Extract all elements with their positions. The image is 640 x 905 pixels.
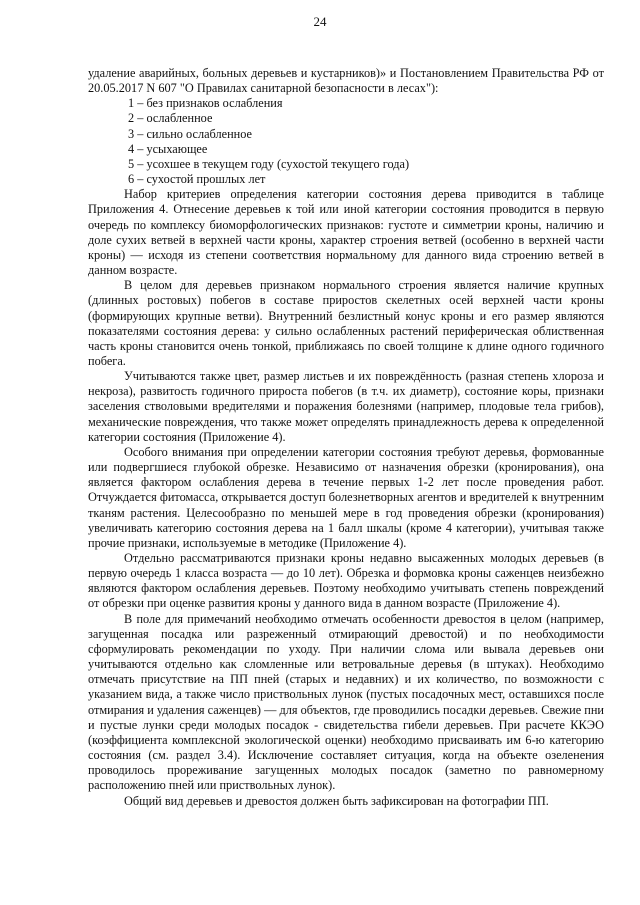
paragraph-young-trees: Отдельно рассматриваются признаки кроны недавно высаженных молодых деревьев (в первую очередь 1 класса возраста — до 10 лет). Обрезка и формовка кроны саженцев неизбежно являются фактором ослабления деревьев. Поэтому необходимо учитывать степень повреждений от обрезки при оценке развития кроны у данного вида в данном возрасте (Приложение 4). — [88, 551, 604, 611]
paragraph-normal-structure: В целом для деревьев признаком нормального строения является наличие крупных (длинных ростовых) побегов в составе приростов скелетных осей верхней части кроны (формирующих крупные ветви). Внутренний безлистный конус кроны и его размер являются показателями состояния дерева: у сильно ослабленных растений периферическая облиственная часть кроны становится очень тонкой, приближаясь по своей толщине к длине одного годичного побега. — [88, 278, 604, 368]
category-item-1: 1 – без признаков ослабления — [128, 96, 283, 111]
paragraph-leaf-features: Учитываются также цвет, размер листьев и их повреждённость (разная степень хлороза и некроза), развитость годичного прироста побегов (в т.ч. их диаметр), состояние коры, признаки заселения стволовыми вредителями и поражения болезнями (например, плодовые тела грибов), механические повреждения, что также может определять принадлежность дерева к определенной категории состояния (Приложение 4). — [88, 369, 604, 444]
page-number: 24 — [313, 14, 327, 29]
category-item-3: 3 – сильно ослабленное — [128, 126, 253, 141]
paragraph-photo: Общий вид деревьев и древостоя должен быть зафиксирован на фотографии ПП. — [124, 793, 549, 808]
paragraph-notes-field: В поле для примечаний необходимо отмечать особенности древостоя в целом (например, загущенная посадка или разреженный отмирающий древостой) и по необходимости сформулировать рекомендации по уходу. При наличии слома или вывала деревьев они учитываются отдельно как сломленные или ветровальные деревья (в штуках). Необходимо отмечать присутствие на ПП пней (старых и недавних) и их количество, по возможности с указанием вида, а также число приствольных лунок (пустых посадочных мест, оставшихся после отмирания и удаления саженцев) — для объектов, где проводились посадки деревьев. Свежие пни и пустые лунки среди молодых посадок - свидетельства гибели деревьев. При расчете ККЭО (коэффициента комплексной экологической оценки) необходимо присваивать им 6-ю категорию состояния (см. раздел 3.4). Исключение составляет ситуация, когда на объекте озеленения проводилось прореживание загущенных молодых посадок (заметно по равномерному расположению пней или приствольных лунок). — [88, 611, 604, 793]
category-item-5: 5 – усохшее в текущем году (сухостой текущего года) — [128, 156, 410, 171]
intro-paragraph: удаление аварийных, больных деревьев и кустарников)» и Постановлением Правительства РФ от 20.05.2017 N 607 "О Правилах санитарной безопасности в лесах"): — [88, 66, 604, 96]
category-item-2: 2 – ослабленное — [128, 111, 213, 126]
condition-category-list — [88, 96, 604, 187]
category-item-6: 6 – сухостой прошлых лет — [128, 172, 266, 187]
paragraph-criteria: Набор критериев определения категории состояния дерева приводится в таблице Приложения 4. Отнесение деревьев к той или иной категории состояния проводится в первую очередь по комплексу биоморфологических признаков: густоте и симметрии кроны, наличию и доле сухих ветвей в верхней части кроны, характер строения ветвей (особенно в верхней части кроны) — исходя из степени соответствия нормальному для данного вида строению ветвей в данном возрасте. — [88, 187, 604, 278]
category-item-4: 4 – усыхающее — [128, 141, 208, 156]
page-content — [88, 66, 604, 809]
paragraph-pruned-trees: Особого внимания при определении категории состояния требуют деревья, формованные или подвергшиеся глубокой обрезке. Независимо от назначения обрезки (кронирования), она является фактором ослабления дерева в течение первых 1-2 лет после проведения работ. Отчуждается фитомасса, открывается доступ болезнетворных агентов и вредителей к внутренним тканям растения. Целесообразно по меньшей мере в год проведения обрезки (кронирования) увеличивать категорию состояния дерева на 1 балл шкалы (кроме 4 категории), учитывая также прочие признаки, используемые в методике (Приложение 4). — [88, 444, 604, 550]
